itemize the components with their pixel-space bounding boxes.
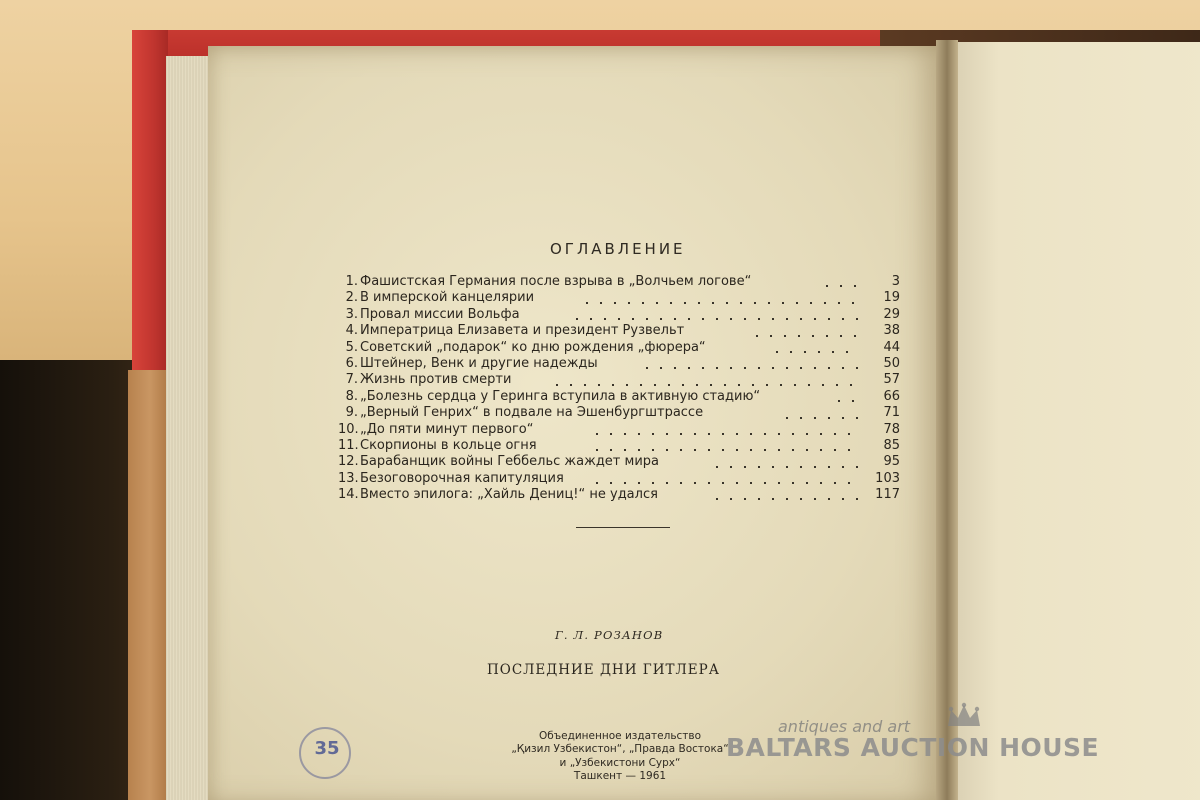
toc-heading: ОГЛАВЛЕНИЕ bbox=[550, 240, 686, 258]
toc-entry-page: 66 bbox=[883, 388, 900, 404]
toc-entry-number: 5. bbox=[345, 339, 358, 355]
toc-leader-dots bbox=[580, 302, 860, 304]
toc-entry bbox=[338, 340, 902, 356]
toc-entry bbox=[338, 274, 902, 290]
toc-entry-title: „Верный Генрих“ в подвале на Эшенбургштрассе bbox=[360, 405, 704, 421]
toc-leader-dots bbox=[780, 417, 860, 419]
toc-entry-number: 6. bbox=[345, 355, 358, 371]
toc-entry-page: 103 bbox=[875, 470, 900, 486]
toc-entry bbox=[338, 438, 902, 454]
book-title: ПОСЛЕДНИЕ ДНИ ГИТЛЕРА bbox=[487, 662, 720, 678]
watermark-logo: BALTARS AUCTION HOUSE bbox=[726, 733, 1100, 762]
toc-entry bbox=[338, 405, 902, 421]
toc-entry-number: 13. bbox=[338, 470, 359, 486]
toc-leader-dots bbox=[770, 351, 860, 353]
toc-entry bbox=[338, 471, 902, 487]
book-author: Г. Л. РОЗАНОВ bbox=[555, 628, 664, 642]
toc-entry-title: „До пяти минут первого“ bbox=[360, 421, 534, 437]
toc-entry-title: Жизнь против смерти bbox=[360, 372, 512, 388]
book-cover-red-edge bbox=[132, 30, 168, 375]
toc-entry bbox=[338, 454, 902, 470]
imprint-line: „Қизил Узбекистон“, „Правда Востока“ bbox=[511, 743, 729, 756]
toc-leader-dots bbox=[590, 449, 860, 451]
publisher-imprint bbox=[470, 730, 770, 784]
toc-leader-dots bbox=[750, 335, 860, 337]
toc-entry-number: 9. bbox=[345, 405, 358, 421]
right-page bbox=[952, 42, 1200, 800]
imprint-line: Ташкент — 1961 bbox=[573, 770, 667, 783]
divider-rule bbox=[576, 527, 670, 528]
toc-leader-dots bbox=[550, 384, 860, 386]
toc-leader-dots bbox=[640, 367, 860, 369]
toc-entry-page: 57 bbox=[883, 372, 900, 388]
toc-entry-page: 85 bbox=[883, 437, 900, 453]
toc-list bbox=[338, 274, 902, 503]
toc-entry-page: 3 bbox=[891, 274, 900, 289]
toc-entry-page: 117 bbox=[875, 487, 900, 503]
toc-entry bbox=[338, 372, 902, 388]
toc-entry-number: 12. bbox=[338, 454, 359, 470]
toc-entry-title: Императрица Елизавета и президент Рузвельт bbox=[360, 323, 685, 339]
toc-entry-number: 4. bbox=[345, 323, 358, 339]
toc-leader-dots bbox=[832, 400, 860, 402]
toc-leader-dots bbox=[590, 433, 860, 435]
toc-entry-title: В имперской канцелярии bbox=[360, 290, 535, 306]
imprint-line: Объединенное издательство bbox=[538, 730, 702, 742]
book-gutter bbox=[936, 40, 958, 800]
toc-leader-dots bbox=[820, 285, 860, 287]
toc-entry-title: Провал миссии Вольфа bbox=[360, 306, 520, 322]
toc-entry-page: 29 bbox=[883, 306, 900, 322]
toc-entry bbox=[338, 356, 902, 372]
crown-icon bbox=[946, 702, 982, 730]
toc-entry-title: Вместо эпилога: „Хайль Дениц!“ не удался bbox=[360, 487, 658, 503]
toc-entry-number: 8. bbox=[345, 388, 358, 404]
toc-entry-title: Советский „подарок“ ко дню рождения „фюрера“ bbox=[360, 339, 706, 355]
toc-entry-title: Безоговорочная капитуляция bbox=[360, 470, 564, 486]
toc-entry-page: 95 bbox=[883, 454, 900, 470]
toc-entry-page: 19 bbox=[883, 290, 900, 306]
toc-entry-number: 11. bbox=[338, 437, 359, 453]
toc-entry-page: 78 bbox=[883, 421, 900, 437]
toc-leader-dots bbox=[710, 498, 860, 500]
toc-entry-number: 1. bbox=[345, 274, 358, 289]
toc-entry-page: 71 bbox=[883, 405, 900, 421]
toc-entry bbox=[338, 487, 902, 503]
toc-entry bbox=[338, 389, 902, 405]
toc-entry-title: Фашистская Германия после взрыва в „Волчьем логове“ bbox=[360, 274, 752, 289]
toc-entry bbox=[338, 307, 902, 323]
toc-leader-dots bbox=[570, 318, 860, 320]
watermark-tagline: antiques and art bbox=[778, 717, 911, 736]
toc-entry bbox=[338, 290, 902, 306]
toc-leader-dots bbox=[710, 466, 860, 468]
toc-entry-number: 2. bbox=[345, 290, 358, 306]
stamp-number: 35 bbox=[314, 738, 340, 759]
toc-entry-page: 50 bbox=[883, 355, 900, 371]
toc-entry-title: Штейнер, Венк и другие надежды bbox=[360, 355, 598, 371]
toc-entry bbox=[338, 422, 902, 438]
toc-entry-page: 44 bbox=[883, 339, 900, 355]
toc-entry-title: „Болезнь сердца у Геринга вступила в активную стадию“ bbox=[360, 388, 761, 404]
toc-entry-title: Скорпионы в кольце огня bbox=[360, 437, 537, 453]
toc-entry-number: 7. bbox=[345, 372, 358, 388]
toc-entry-number: 3. bbox=[345, 306, 358, 322]
toc-entry bbox=[338, 323, 902, 339]
toc-entry-page: 38 bbox=[883, 323, 900, 339]
toc-leader-dots bbox=[590, 482, 860, 484]
imprint-line: и „Узбекистони Сурх“ bbox=[559, 756, 681, 769]
toc-entry-title: Барабанщик войны Геббельс жаждет мира bbox=[360, 454, 659, 470]
toc-entry-number: 10. bbox=[338, 421, 359, 437]
toc-entry-number: 14. bbox=[338, 487, 359, 503]
